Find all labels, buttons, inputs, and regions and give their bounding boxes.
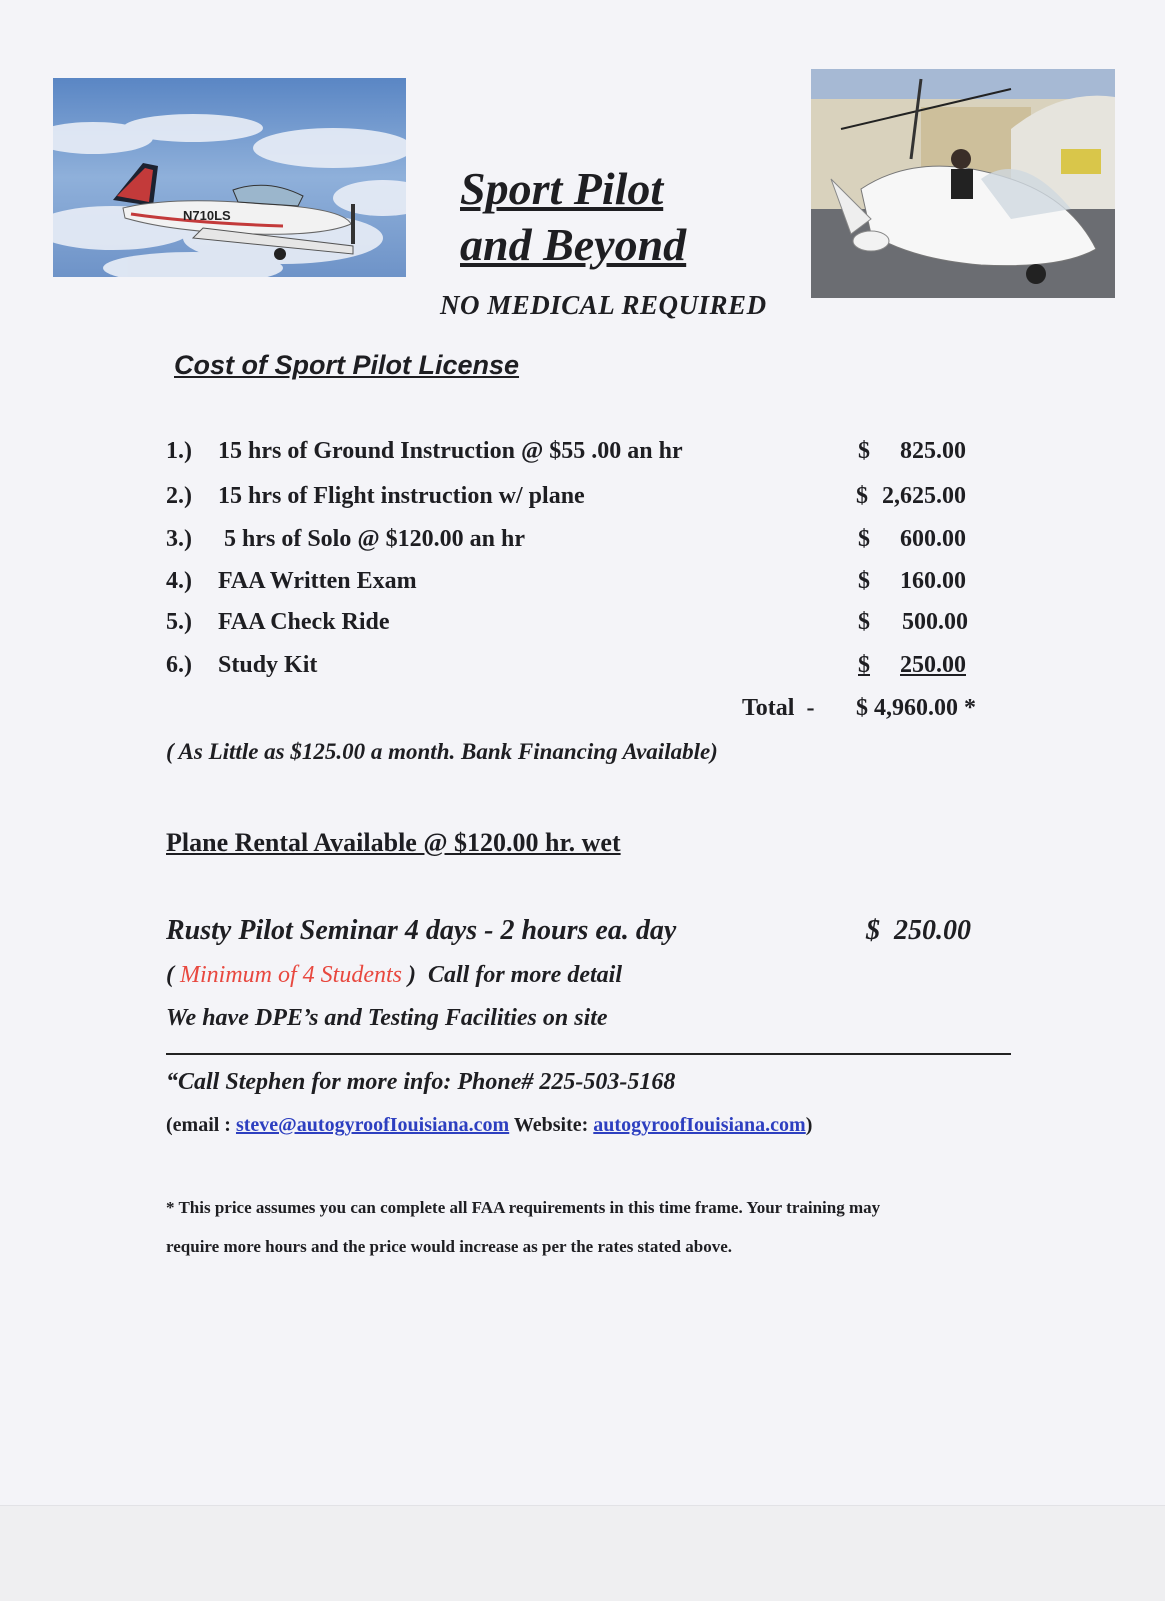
row-amount: 500.00 — [902, 609, 968, 635]
page-bottom-edge — [0, 1505, 1165, 1601]
facilities-note: We have DPE’s and Testing Facilities on site — [166, 1005, 608, 1031]
seminar-title: Rusty Pilot Seminar 4 days - 2 hours ea. day — [166, 915, 677, 946]
page-title-line1: Sport Pilot — [460, 163, 664, 214]
row-number: 1.) — [166, 438, 192, 464]
seminar-detail — [166, 962, 622, 989]
row-description: 15 hrs of Ground Instruction @ $55 .00 an hr — [218, 438, 683, 464]
row-number: 3.) — [166, 526, 192, 552]
subtitle: NO MEDICAL REQUIRED — [440, 290, 767, 320]
row-amount: 250.00 — [900, 652, 966, 678]
rental-heading: Plane Rental Available @ $120.00 hr. wet — [166, 828, 621, 857]
footnote-line1: * This price assumes you can complete all FAA requirements in this time frame. Your training may — [166, 1198, 881, 1217]
website-label: Website: — [509, 1114, 594, 1136]
close-paren: ) — [805, 1114, 813, 1136]
row-currency: $ — [858, 438, 870, 464]
row-amount: 2,625.00 — [882, 483, 966, 509]
cost-row — [166, 568, 986, 604]
row-currency: $ — [858, 568, 870, 594]
row-description: FAA Written Exam — [218, 568, 417, 594]
divider — [166, 1053, 1011, 1055]
footnote-line2: require more hours and the price would increase as per the rates stated above. — [166, 1237, 732, 1256]
row-amount: 825.00 — [900, 438, 966, 464]
call-detail: ) Call for more detail — [402, 962, 622, 988]
row-description: FAA Check Ride — [218, 609, 390, 635]
cost-row — [166, 609, 986, 645]
row-amount: 160.00 — [900, 568, 966, 594]
cost-row — [166, 438, 986, 474]
paren-open: ( — [166, 962, 180, 988]
minimum-students-note: Minimum of 4 Students — [180, 962, 402, 988]
tail-number: N710LS — [183, 208, 231, 223]
row-number: 6.) — [166, 652, 192, 678]
row-description: 5 hrs of Solo @ $120.00 an hr — [218, 526, 526, 552]
row-number: 4.) — [166, 568, 192, 594]
row-amount: 600.00 — [900, 526, 966, 552]
seminar-price: $ 250.00 — [866, 915, 971, 946]
page-title-line2: and Beyond — [460, 219, 687, 270]
row-currency: $ — [856, 483, 868, 509]
contact-line — [166, 1114, 812, 1137]
row-description: Study Kit — [218, 652, 318, 678]
total-amount: $ 4,960.00 * — [856, 695, 976, 721]
cost-row — [166, 483, 986, 519]
airplane-photo — [53, 78, 406, 277]
total-label: Total - — [742, 695, 815, 721]
email-link[interactable]: steve@autogyroofIouisiana.com — [235, 1114, 510, 1136]
row-currency: $ — [858, 526, 870, 552]
email-label: (email : — [166, 1114, 236, 1136]
call-line: “Call Stephen for more info: Phone# 225-503-5168 — [166, 1069, 676, 1095]
row-description: 15 hrs of Flight instruction w/ plane — [218, 483, 585, 509]
website-link[interactable]: autogyroofIouisiana.com — [593, 1114, 806, 1136]
financing-note: ( As Little as $125.00 a month. Bank Financing Available) — [166, 739, 718, 764]
row-currency: $ — [858, 609, 870, 635]
cost-row — [166, 652, 986, 688]
row-currency: $ — [858, 652, 870, 678]
cost-row — [166, 526, 986, 562]
gyroplane-photo — [811, 69, 1115, 298]
cost-heading: Cost of Sport Pilot License — [174, 350, 520, 380]
row-number: 5.) — [166, 609, 192, 635]
row-number: 2.) — [166, 483, 192, 509]
